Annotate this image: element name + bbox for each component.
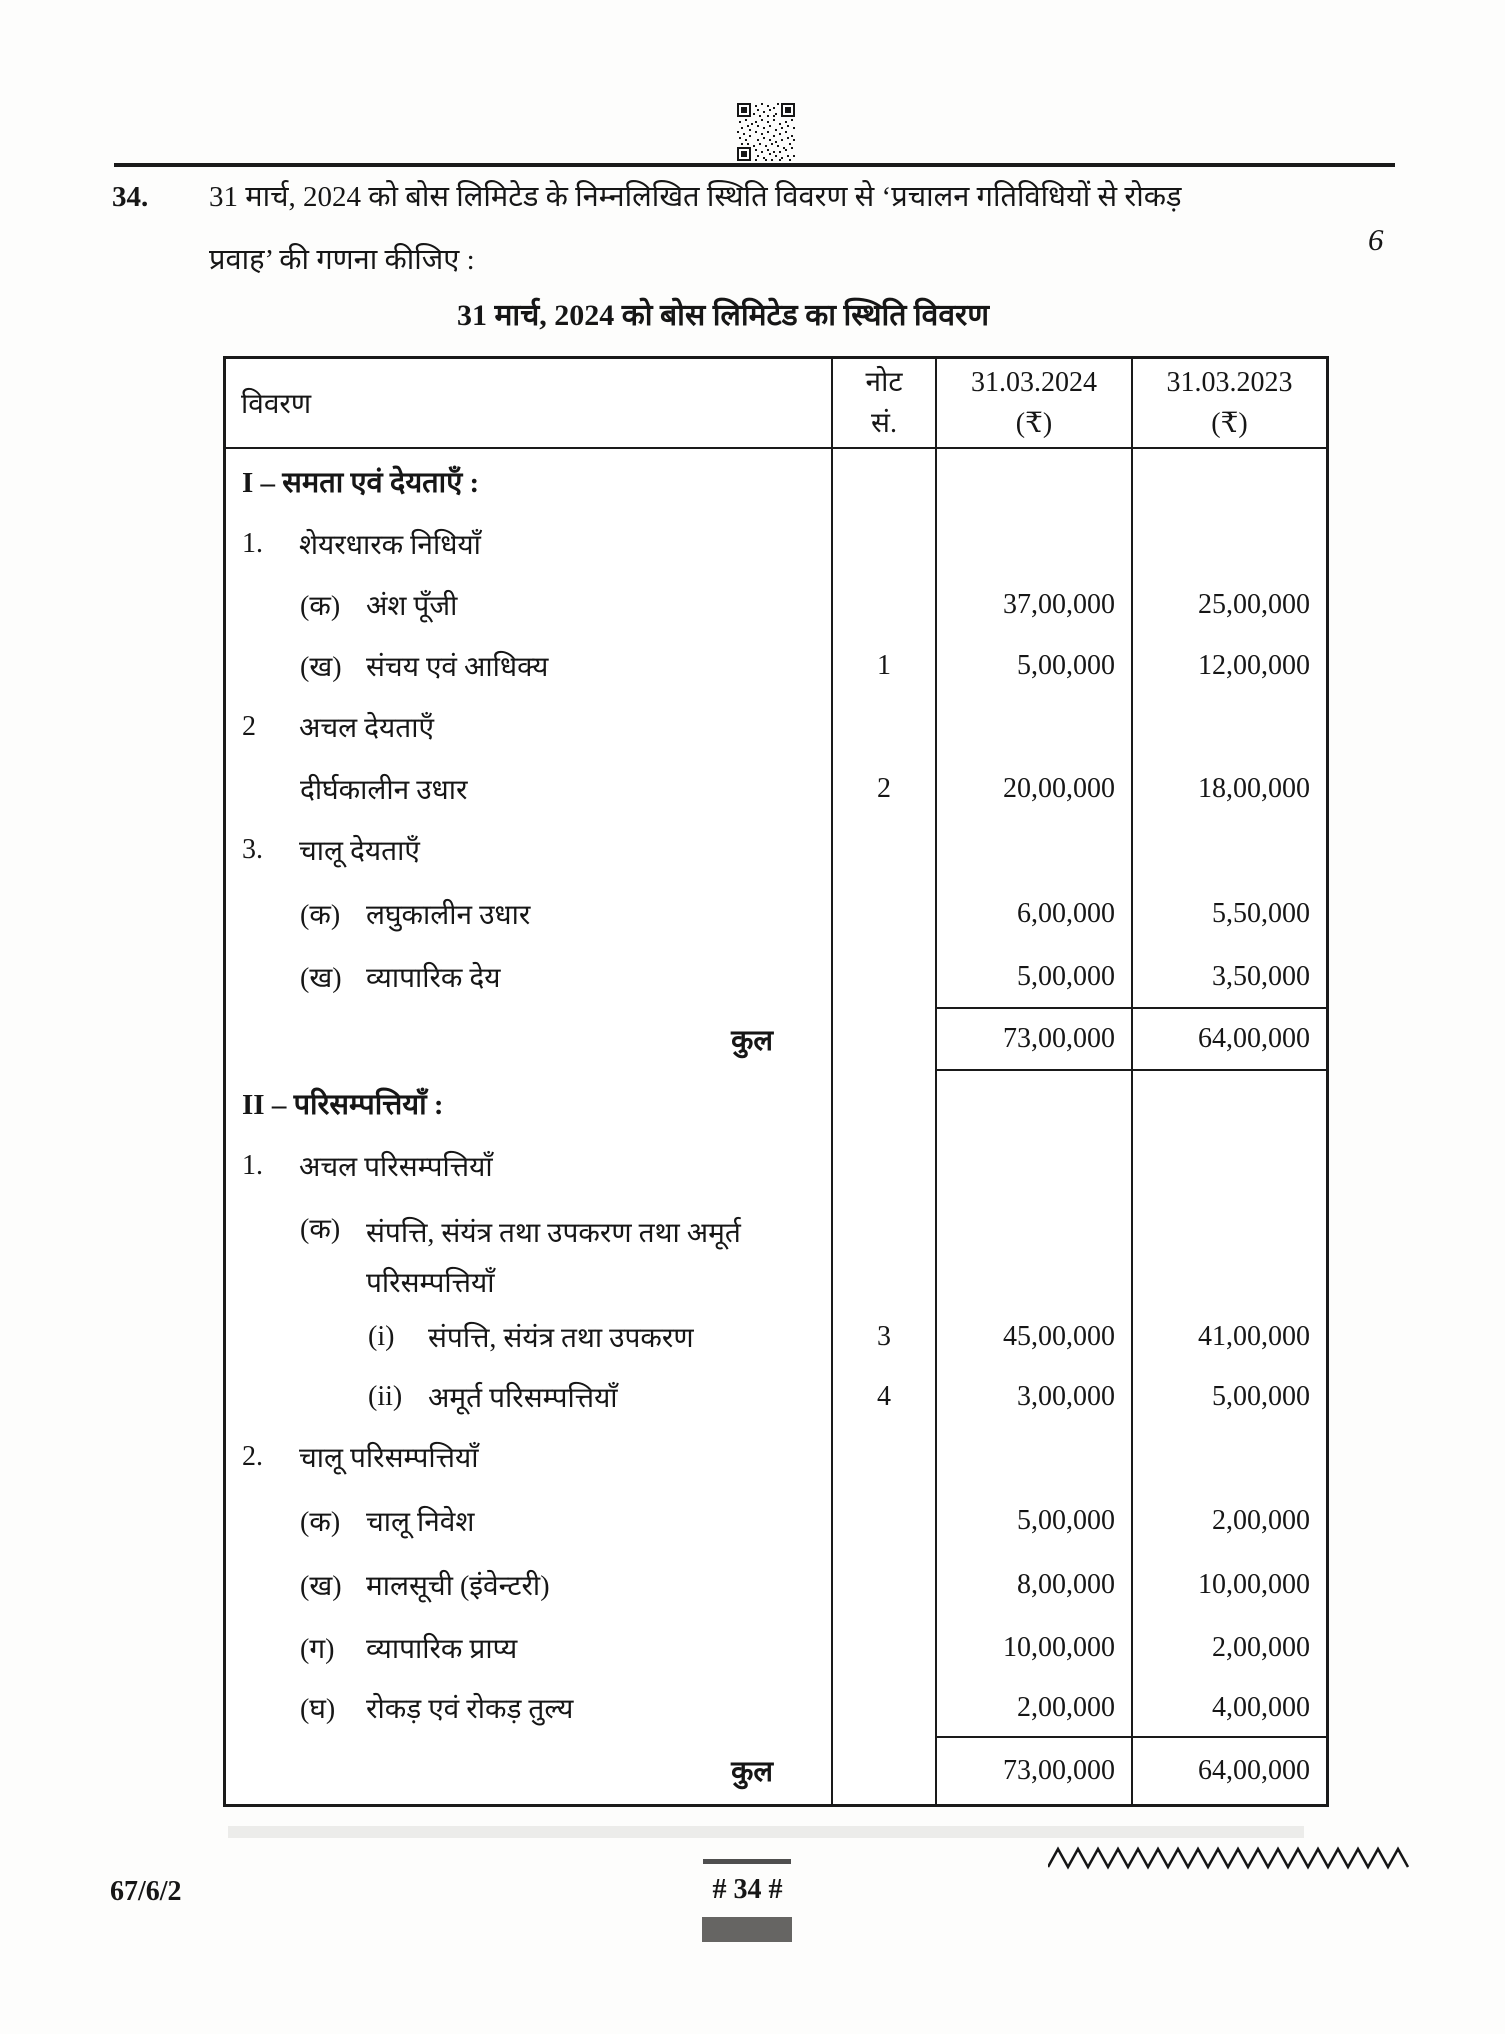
value-2024-cell bbox=[935, 1426, 1131, 1488]
paper-code: 67/6/2 bbox=[110, 1876, 182, 1907]
value-2024-cell bbox=[935, 819, 1131, 880]
row-ppe: (i) संपत्ति, संयंत्र तथा उपकरण bbox=[368, 1320, 694, 1354]
value-2023-cell: 41,00,000 bbox=[1131, 1306, 1326, 1367]
value-2023-cell: 10,00,000 bbox=[1131, 1554, 1326, 1616]
row-inventory: (ख) मालसूची (इंवेन्टरी) bbox=[300, 1571, 550, 1602]
value-2023-cell: 18,00,000 bbox=[1131, 758, 1326, 819]
table-title: 31 मार्च, 2024 को बोस लिमिटेड का स्थिति विवरण bbox=[456, 299, 990, 332]
note-cell bbox=[831, 1196, 935, 1306]
note-cell bbox=[831, 819, 935, 880]
question-text bbox=[209, 166, 1359, 292]
note-cell bbox=[831, 1736, 935, 1804]
value-2023-cell: 5,50,000 bbox=[1131, 880, 1326, 947]
value-2023-cell: 2,00,000 bbox=[1131, 1488, 1326, 1554]
row-current-liabilities: 3. चालू देयताएँ bbox=[242, 833, 420, 867]
row-longterm-borrowings: दीर्घकालीन उधार bbox=[300, 774, 468, 806]
page-number: # 34 # bbox=[712, 1874, 783, 1905]
col-header-particulars: विवरण bbox=[226, 359, 831, 449]
row-share-capital: (क) अंश पूँजी bbox=[300, 590, 458, 622]
value-2023-cell bbox=[1131, 819, 1326, 880]
value-2024-cell: 8,00,000 bbox=[935, 1554, 1131, 1616]
note-cell bbox=[831, 696, 935, 758]
value-2024-cell: 20,00,000 bbox=[935, 758, 1131, 819]
row-shareholder-funds: 1. शेयरधारक निधियाँ bbox=[242, 527, 481, 561]
row-total-assets: कुल bbox=[731, 1755, 773, 1788]
page-number-rule bbox=[703, 1859, 791, 1864]
note-cell: 3 bbox=[831, 1306, 935, 1367]
value-2023-cell: 3,50,000 bbox=[1131, 947, 1326, 1007]
note-cell bbox=[831, 1135, 935, 1196]
row-section-equity-liabilities: I – समता एवं देयताएँ : bbox=[242, 466, 480, 499]
value-2024-cell: 3,00,000 bbox=[935, 1367, 1131, 1426]
value-2024-cell: 5,00,000 bbox=[935, 635, 1131, 696]
value-2023-cell: 64,00,000 bbox=[1131, 1736, 1326, 1804]
value-2024-cell: 2,00,000 bbox=[935, 1679, 1131, 1736]
value-2024-cell: 10,00,000 bbox=[935, 1616, 1131, 1679]
note-cell bbox=[831, 1488, 935, 1554]
value-2024-cell: 45,00,000 bbox=[935, 1306, 1131, 1367]
note-cell bbox=[831, 1426, 935, 1488]
note-cell bbox=[831, 1616, 935, 1679]
value-2024-cell bbox=[935, 1071, 1131, 1135]
note-cell bbox=[831, 574, 935, 635]
row-trade-payables: (ख) व्यापारिक देय bbox=[300, 963, 501, 994]
note-cell: 1 bbox=[831, 635, 935, 696]
value-2023-cell bbox=[1131, 1071, 1326, 1135]
value-2024-cell bbox=[935, 513, 1131, 574]
note-cell bbox=[831, 1679, 935, 1736]
value-2023-cell: 64,00,000 bbox=[1131, 1007, 1326, 1071]
value-2023-cell bbox=[1131, 1426, 1326, 1488]
row-noncurrent-liabilities: 2 अचल देयताएँ bbox=[242, 711, 434, 744]
row-current-investments: (क) चालू निवेश bbox=[300, 1507, 475, 1538]
page-number-block bbox=[702, 1917, 792, 1942]
value-2023-cell: 2,00,000 bbox=[1131, 1616, 1326, 1679]
squiggle-mark bbox=[1048, 1845, 1414, 1871]
qr-code bbox=[737, 103, 795, 161]
value-2023-cell bbox=[1131, 696, 1326, 758]
value-2024-cell bbox=[935, 1135, 1131, 1196]
value-2023-cell: 5,00,000 bbox=[1131, 1367, 1326, 1426]
scan-artifact-strip bbox=[228, 1826, 1304, 1838]
row-trade-receivables: (ग) व्यापारिक प्राप्य bbox=[300, 1633, 518, 1665]
note-cell bbox=[831, 513, 935, 574]
note-cell: 4 bbox=[831, 1367, 935, 1426]
value-2023-cell bbox=[1131, 1135, 1326, 1196]
question-line-2: प्रवाह’ की गणना कीजिए : bbox=[209, 244, 475, 276]
row-cash-equivalents: (घ) रोकड़ एवं रोकड़ तुल्य bbox=[300, 1693, 574, 1725]
note-cell bbox=[831, 1554, 935, 1616]
note-cell bbox=[831, 947, 935, 1007]
value-2023-cell: 25,00,000 bbox=[1131, 574, 1326, 635]
note-cell bbox=[831, 1071, 935, 1135]
col-header-2024: 31.03.2024 (₹) bbox=[935, 359, 1131, 449]
value-2023-cell: 4,00,000 bbox=[1131, 1679, 1326, 1736]
value-2024-cell: 73,00,000 bbox=[935, 1007, 1131, 1071]
note-cell bbox=[831, 1007, 935, 1071]
question-number: 34. bbox=[112, 181, 149, 213]
value-2023-cell bbox=[1131, 449, 1326, 513]
row-shortterm-borrowings: (क) लघुकालीन उधार bbox=[300, 899, 531, 931]
value-2023-cell bbox=[1131, 513, 1326, 574]
value-2024-cell bbox=[935, 449, 1131, 513]
marks-value: 6 bbox=[1368, 222, 1384, 257]
row-noncurrent-assets: 1. अचल परिसम्पत्तियाँ bbox=[242, 1149, 493, 1183]
value-2024-cell: 6,00,000 bbox=[935, 880, 1131, 947]
balance-sheet-table bbox=[223, 356, 1329, 1807]
note-cell bbox=[831, 449, 935, 513]
col-header-note: नोट सं. bbox=[831, 359, 935, 449]
value-2024-cell: 5,00,000 bbox=[935, 947, 1131, 1007]
row-reserves-surplus: (ख) संचय एवं आधिक्य bbox=[300, 651, 549, 683]
value-2023-cell bbox=[1131, 1196, 1326, 1306]
row-ppe-intangible: (क) संपत्ति, संयंत्र तथा उपकरण तथा अमूर्त परिसम्पत्तियाँ bbox=[300, 1214, 741, 1299]
value-2024-cell: 73,00,000 bbox=[935, 1736, 1131, 1804]
value-2023-cell: 12,00,000 bbox=[1131, 635, 1326, 696]
row-intangible-assets: (ii) अमूर्त परिसम्पत्तियाँ bbox=[368, 1380, 618, 1414]
note-cell: 2 bbox=[831, 758, 935, 819]
value-2024-cell bbox=[935, 1196, 1131, 1306]
value-2024-cell: 37,00,000 bbox=[935, 574, 1131, 635]
row-current-assets: 2. चालू परिसम्पत्तियाँ bbox=[242, 1441, 479, 1474]
row-section-assets: II – परिसम्पत्तियाँ : bbox=[242, 1088, 444, 1121]
note-cell bbox=[831, 880, 935, 947]
col-header-2023: 31.03.2023 (₹) bbox=[1131, 359, 1326, 449]
value-2024-cell bbox=[935, 696, 1131, 758]
row-total-liabilities: कुल bbox=[731, 1024, 773, 1057]
value-2024-cell: 5,00,000 bbox=[935, 1488, 1131, 1554]
question-line-1: 31 मार्च, 2024 को बोस लिमिटेड के निम्नलिखित स्थिति विवरण से ‘प्रचालन गतिविधियों से रोकड़ bbox=[209, 181, 1182, 213]
